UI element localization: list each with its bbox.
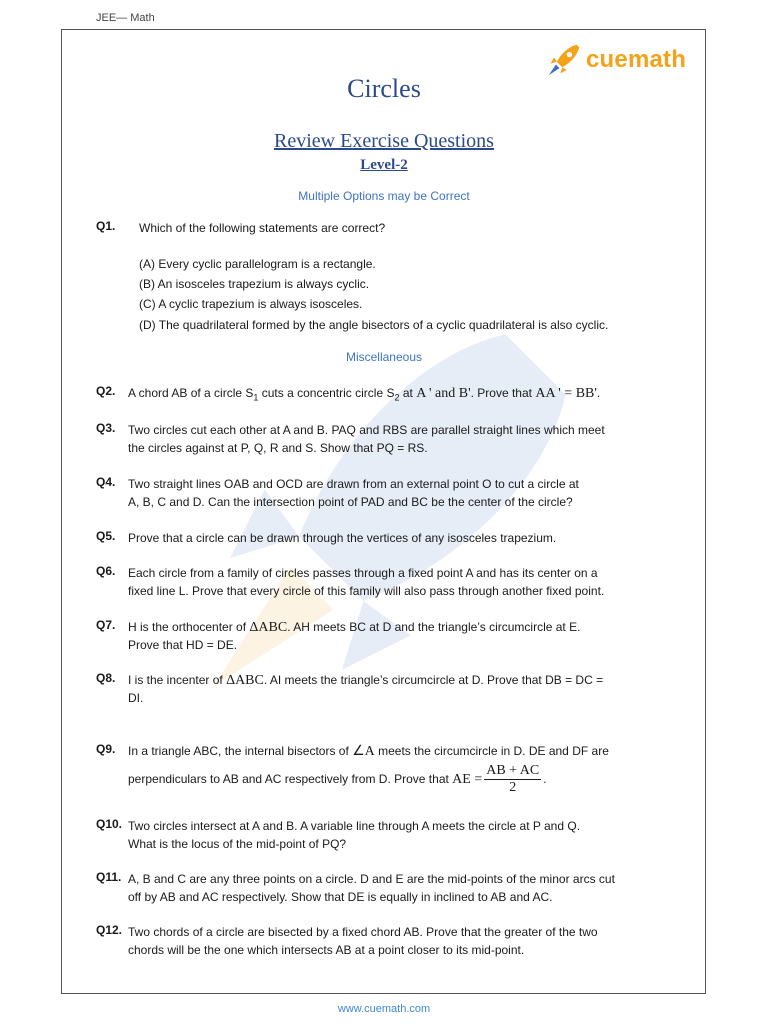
q9-numerator: AB + AC <box>486 763 540 779</box>
q8-pre: I is the incenter of <box>128 673 227 687</box>
q2-sub2: 2 <box>394 392 400 403</box>
q2-text-a: A chord AB of a circle S <box>128 386 254 400</box>
q7-line2: Prove that HD = DE. <box>128 638 238 652</box>
q8-line2: DI. <box>128 691 144 705</box>
q3-line2: the circles against at P, Q, R and S. Show that PQ = RS. <box>128 441 428 455</box>
q6-line2: fixed line L. Prove that every circle of this family will also pass through another fixed point. <box>128 584 605 598</box>
q7-post: . AH meets BC at D and the triangle’s circumcircle at E. <box>287 620 581 634</box>
q4-label: Q4. <box>96 475 116 489</box>
q9-fraction <box>484 763 541 796</box>
q9-line1 <box>128 742 609 761</box>
q12-line1: Two chords of a circle are bisected by a fixed chord AB. Prove that the greater of the two <box>128 925 598 939</box>
q1-option-b: (B) An isosceles trapezium is always cyclic. <box>139 277 370 291</box>
q8-label: Q8. <box>96 671 116 685</box>
cuemath-logo <box>546 42 686 78</box>
q11-line2: off by AB and AC respectively. Show that DE is equally in inclined to AB and AC. <box>128 890 553 904</box>
q9-math: ∠A <box>352 744 375 759</box>
footer-url[interactable]: www.cuemath.com <box>337 1003 431 1015</box>
q2-text-c: at <box>399 386 417 400</box>
page-title: Circles <box>347 74 421 103</box>
level-text: Level-2 <box>360 157 408 173</box>
q1-option-d: (D) The quadrilateral formed by the angle bisectors of a cyclic quadrilateral is also cyclic. <box>139 318 609 332</box>
q3-label: Q3. <box>96 421 116 435</box>
q8-post: . AI meets the triangle’s circumcircle at D. Prove that DB = DC = <box>263 673 604 687</box>
q9-pre: In a triangle ABC, the internal bisectors of <box>128 744 353 758</box>
q2-text-b: cuts a concentric circle S <box>258 386 395 400</box>
q9-lhs: AE = <box>452 772 483 787</box>
q6-label: Q6. <box>96 564 116 578</box>
q7-pre: H is the orthocenter of <box>128 620 250 634</box>
q5-line1: Prove that a circle can be drawn through the vertices of any isosceles trapezium. <box>128 531 557 545</box>
q8-math: ΔABC <box>226 673 264 688</box>
rocket-watermark-icon <box>170 300 600 730</box>
q1-label: Q1. <box>96 219 116 233</box>
multiple-options-note: Multiple Options may be Correct <box>298 189 470 203</box>
q5-label: Q5. <box>96 529 116 543</box>
q10-line2: What is the locus of the mid-point of PQ? <box>128 837 347 851</box>
q7-label: Q7. <box>96 618 116 632</box>
header-subject: JEE— Math <box>96 12 155 24</box>
q10-line1: Two circles intersect at A and B. A variable line through A meets the circle at P and Q. <box>128 819 581 833</box>
q3-line1: Two circles cut each other at A and B. PAQ and RBS are parallel straight lines which meet <box>128 423 605 437</box>
q9-label: Q9. <box>96 742 116 756</box>
q9-denominator: 2 <box>509 780 517 796</box>
q2-sub1: 1 <box>253 392 259 403</box>
q2-text-d: . Prove that <box>470 386 536 400</box>
rocket-icon <box>546 42 582 78</box>
logo-text: cuemath <box>586 46 687 73</box>
q2-math2: AA ' = BB' <box>535 386 597 401</box>
q9-end: . <box>543 772 547 786</box>
q2-label: Q2. <box>96 384 116 398</box>
q11-label: Q11. <box>96 870 122 884</box>
q1-text: Which of the following statements are correct? <box>139 221 386 235</box>
q7-line1 <box>128 618 580 637</box>
subtitle-text: Review Exercise Questions <box>274 130 494 152</box>
q11-line1: A, B and C are any three points on a circle. D and E are the mid-points of the minor arcs cut <box>128 872 615 886</box>
q9-line2 <box>128 762 547 797</box>
q7-math: ΔABC <box>249 620 288 635</box>
q2-text <box>128 384 600 406</box>
q8-line1 <box>128 671 603 690</box>
q4-line2: A, B, C and D. Can the intersection point of PAD and BC be the center of the circle? <box>128 495 573 509</box>
q1-option-c: (C) A cyclic trapezium is always isosceles. <box>139 297 363 311</box>
q12-line2: chords will be the one which intersects AB at a point closer to its mid-point. <box>128 943 525 957</box>
q6-line1: Each circle from a family of circles passes through a fixed point A and has its center on a <box>128 566 598 580</box>
q9-line2-text: perpendiculars to AB and AC respectively from D. Prove that <box>128 772 453 786</box>
section-miscellaneous: Miscellaneous <box>345 350 423 364</box>
q2-text-e: . <box>596 386 601 400</box>
q2-math1: A ' and B' <box>416 386 471 401</box>
page-subtitle <box>0 130 768 153</box>
q12-label: Q12. <box>96 923 123 937</box>
level-label <box>0 157 768 174</box>
q4-line1: Two straight lines OAB and OCD are drawn from an external point O to cut a circle at <box>128 477 579 491</box>
q10-label: Q10. <box>96 817 123 831</box>
q9-post: meets the circumcircle in D. DE and DF are <box>374 744 609 758</box>
q1-option-a: (A) Every cyclic parallelogram is a rectangle. <box>139 257 376 271</box>
